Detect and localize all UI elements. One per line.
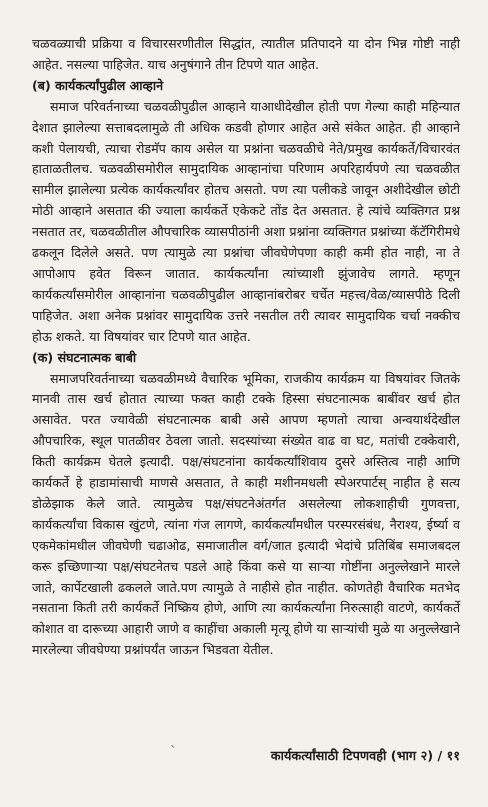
running-title: कार्यकर्त्यांसाठी टिपणवही (भाग २) / ११ [270, 749, 460, 764]
page-footer [32, 746, 460, 764]
footer-mark: ` [170, 744, 177, 759]
section-k-heading: (क) संघटनात्मक बाबी [32, 349, 137, 365]
section-b-paragraph: समाज परिवर्तनाच्या चळवळीपुढील आव्हाने याआधीदेखील होती पण गेल्या काही महिन्यात देशात झालेल्या सत्ताबदलामुळे ती अधिक कडवी होणार आहेत असे संकेत आहेत. ही आव्हाने कशी पेलायची, त्याचा रोडमॅप काय असेल या प्रश्नांना चळवळीचे नेते/प्रमुख कार्यकर्ते/विचारवंत हाताळतीलच. चळवळीसमोरील सामुदायिक आव्हानांचा परिणाम अपरिहार्यपणे त्या चळवळीत सामील झालेल्या प्रत्येक कार्यकर्त्यांवर होतच असतो. पण त्या पलीकडे जावून अशीदेखील छोटी मोठी आव्हाने असतात की ज्याला कार्यकर्ते एकेकटे तोंड देत असतात. हे त्यांचे व्यक्तिगत प्रश्न नसतात तर, चळवळीतील औपचारिक व्यासपीठांनी अशा प्रश्नांना व्यक्तिगत प्रश्नांच्या कॅटॅगिरीमधे ढकलून दिलेले असते. पण त्यामुळे त्या प्रश्नांचा जीवघेणेपणा काही कमी होत नाही, ना ते आपोआप हवेत विरून जातात. कार्यकर्त्यांना त्यांच्याशी झुंजावेच लागते. म्हणून कार्यकर्त्यांसमोरील आव्हानांना चळवळीपुढील आव्हानांबरोबर चर्चेत महत्त्व/वेळ/व्यासपीठे दिली पाहिजेत. अशा अनेक प्रश्नांवर सामुदायिक उत्तरे नसतील तरी त्यावर सामुदायिक चर्चा नक्कीच होऊ शकते. या विषयांवर चार टिपणे यात आहेत. [32, 98, 460, 344]
section-b-heading: (ब) कार्यकर्त्यांपुढील आव्हाने [32, 77, 164, 93]
section-k-paragraph: समाजपरिवर्तनाच्या चळवळीमध्ये वैचारिक भूमिका, राजकीय कार्यक्रम या विषयांवर जितके मानवी तास खर्च होतात त्याच्या फक्त काही टक्के हिस्सा संघटनात्मक बाबींवर खर्च होत असावेत. परत ज्यावेळी संघटनात्मक बाबी असे आपण म्हणतो त्याचा अन्वयार्थदेखील औपचारिक, स्थूल पातळीवर ठेवला जातो. सदस्यांच्या संख्येत वाढ वा घट, मतांची टक्केवारी, किती कार्यक्रम घेतले इत्यादी. पक्ष/संघटनांना कार्यकर्त्यांशिवाय दुसरे अस्तित्व नाही आणि कार्यकर्ते हे हाडामांसाची माणसे असतात, ते काही मशीनमधली स्पेअरपार्टस् नाहीत हे सत्य डोळेझाक केले जाते. त्यामुळेच पक्ष/संघटनेअंतर्गत असलेल्या लोकशाहीची गुणवत्ता, कार्यकर्त्यांचा विकास खुंटणे, त्यांना गंज लागणे, कार्यकर्त्यांमधील परस्परसंबंध, नैराश्य, ईर्ष्या व एकमेकांमधील जीवघेणी चढाओढ, समाजातील वर्ग/जात इत्यादी भेदांचे प्रतिबिंब समाजबदल करू इच्छिणाऱ्या पक्ष/संघटनेतच पडले आहे किंवा कसे या साऱ्या गोष्टींना अनुल्लेखाने मारले जाते, कार्पेटखाली ढकलले जाते.पण त्यामुळे ते नाहीसे होत नाहीत. कोणतेही वैचारिक मतभेद नसताना किती तरी कार्यकर्ते निष्क्रिय होणे, आणि त्या कार्यकर्त्यांना निरुत्साही वाटणे, कार्यकर्ते कोशात वा दारूच्या आहारी जाणे व काहींचा अकाली मृत्यू होणे या साऱ्यांची मुळे या अनुल्लेखाने मारलेल्या जीवघेण्या प्रश्नांपर्यंत जाऊन भिडवता येतील. [32, 370, 460, 658]
intro-paragraph: चळवळ्याची प्रक्रिया व विचारसरणीतील सिद्धांत, त्यातील प्रतिपादने या दोन भिन्न गोष्टी नाही आहेत. नसल्या पाहिजेत. याच अनुषंगाने तीन टिपणे यात आहेत. [32, 36, 460, 72]
